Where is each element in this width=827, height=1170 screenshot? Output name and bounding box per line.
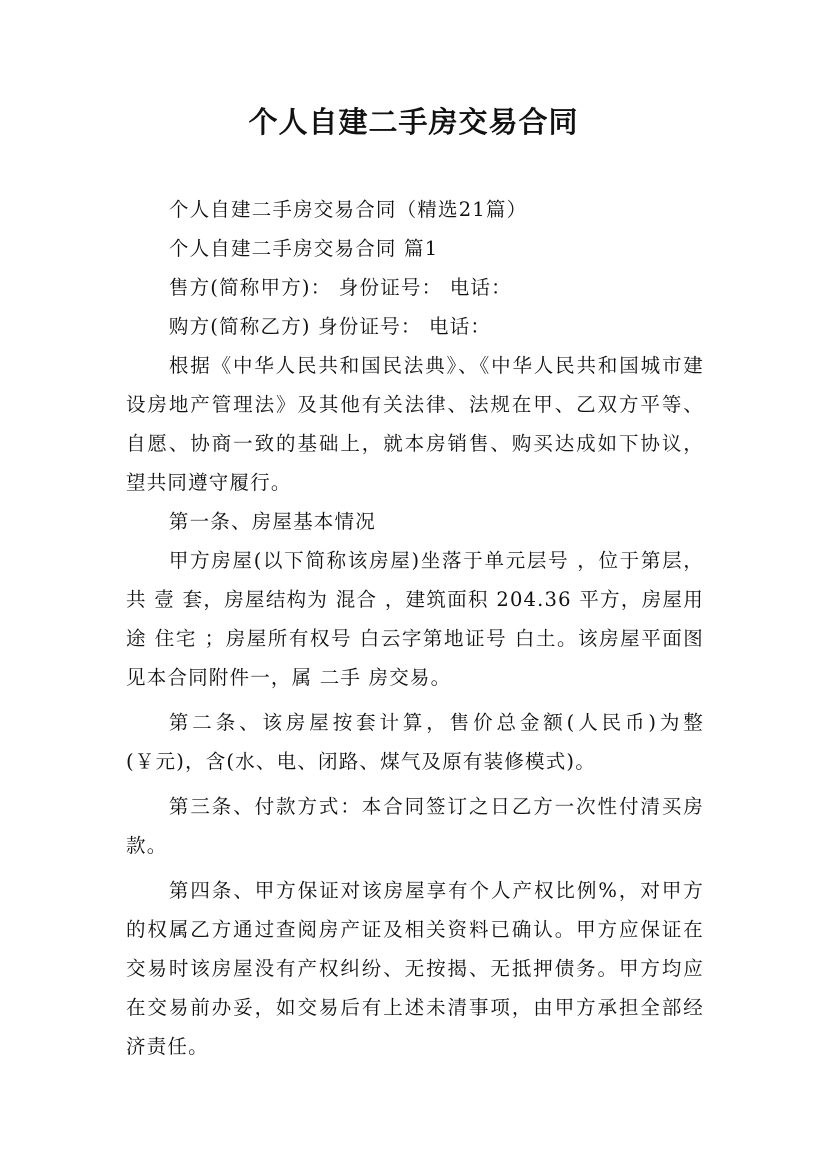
paragraph-section-heading: 个人自建二手房交易合同 篇1 bbox=[168, 237, 439, 260]
paragraph-article-3: 第三条、付款方式：本合同签订之日乙方一次性付清买房款。 bbox=[126, 795, 704, 857]
paragraph-article-1-heading: 第一条、房屋基本情况 bbox=[168, 510, 376, 533]
paragraph-preamble: 根据《中华人民共和国民法典》、《中华人民共和国城市建设房地产管理法》及其他有关法律、法规在甲、乙双方平等、自愿、协商一致的基础上，就本房销售、购买达成如下协议，望共同遵守履行。 bbox=[126, 354, 704, 494]
document-body bbox=[126, 190, 704, 1066]
paragraph-article-4: 第四条、甲方保证对该房屋享有个人产权比例%，对甲方的权属乙方通过查阅房产证及相关资料已确认。甲方应保证在交易时该房屋没有产权纠纷、无按揭、无抵押债务。甲方均应在交易前办妥，如交易后有上述未清事项，由甲方承担全部经济责任。 bbox=[126, 879, 704, 1058]
document-title: 个人自建二手房交易合同 bbox=[248, 105, 579, 139]
paragraph-buyer-info: 购方(简称乙方) 身份证号： 电话： bbox=[168, 315, 492, 338]
paragraph-article-1-body: 甲方房屋(以下简称该房屋)坐落于单元层号 ，位于第层，共 壹 套，房屋结构为 混合 ，建筑面积 204.36 平方，房屋用途 住宅 ；房屋所有权号 白云字第地证号 白土。该房屋平面图见本合同附件一，属 二手 房交易。 bbox=[126, 549, 704, 689]
paragraph-seller-info: 售方(简称甲方)： 身份证号： 电话： bbox=[168, 276, 512, 299]
paragraph-article-2: 第二条、该房屋按套计算，售价总金额(人民币)为整(￥元)，含(水、电、闭路、煤气及原有装修模式)。 bbox=[126, 711, 704, 773]
paragraph-subtitle: 个人自建二手房交易合同（精选21篇） bbox=[168, 198, 528, 221]
